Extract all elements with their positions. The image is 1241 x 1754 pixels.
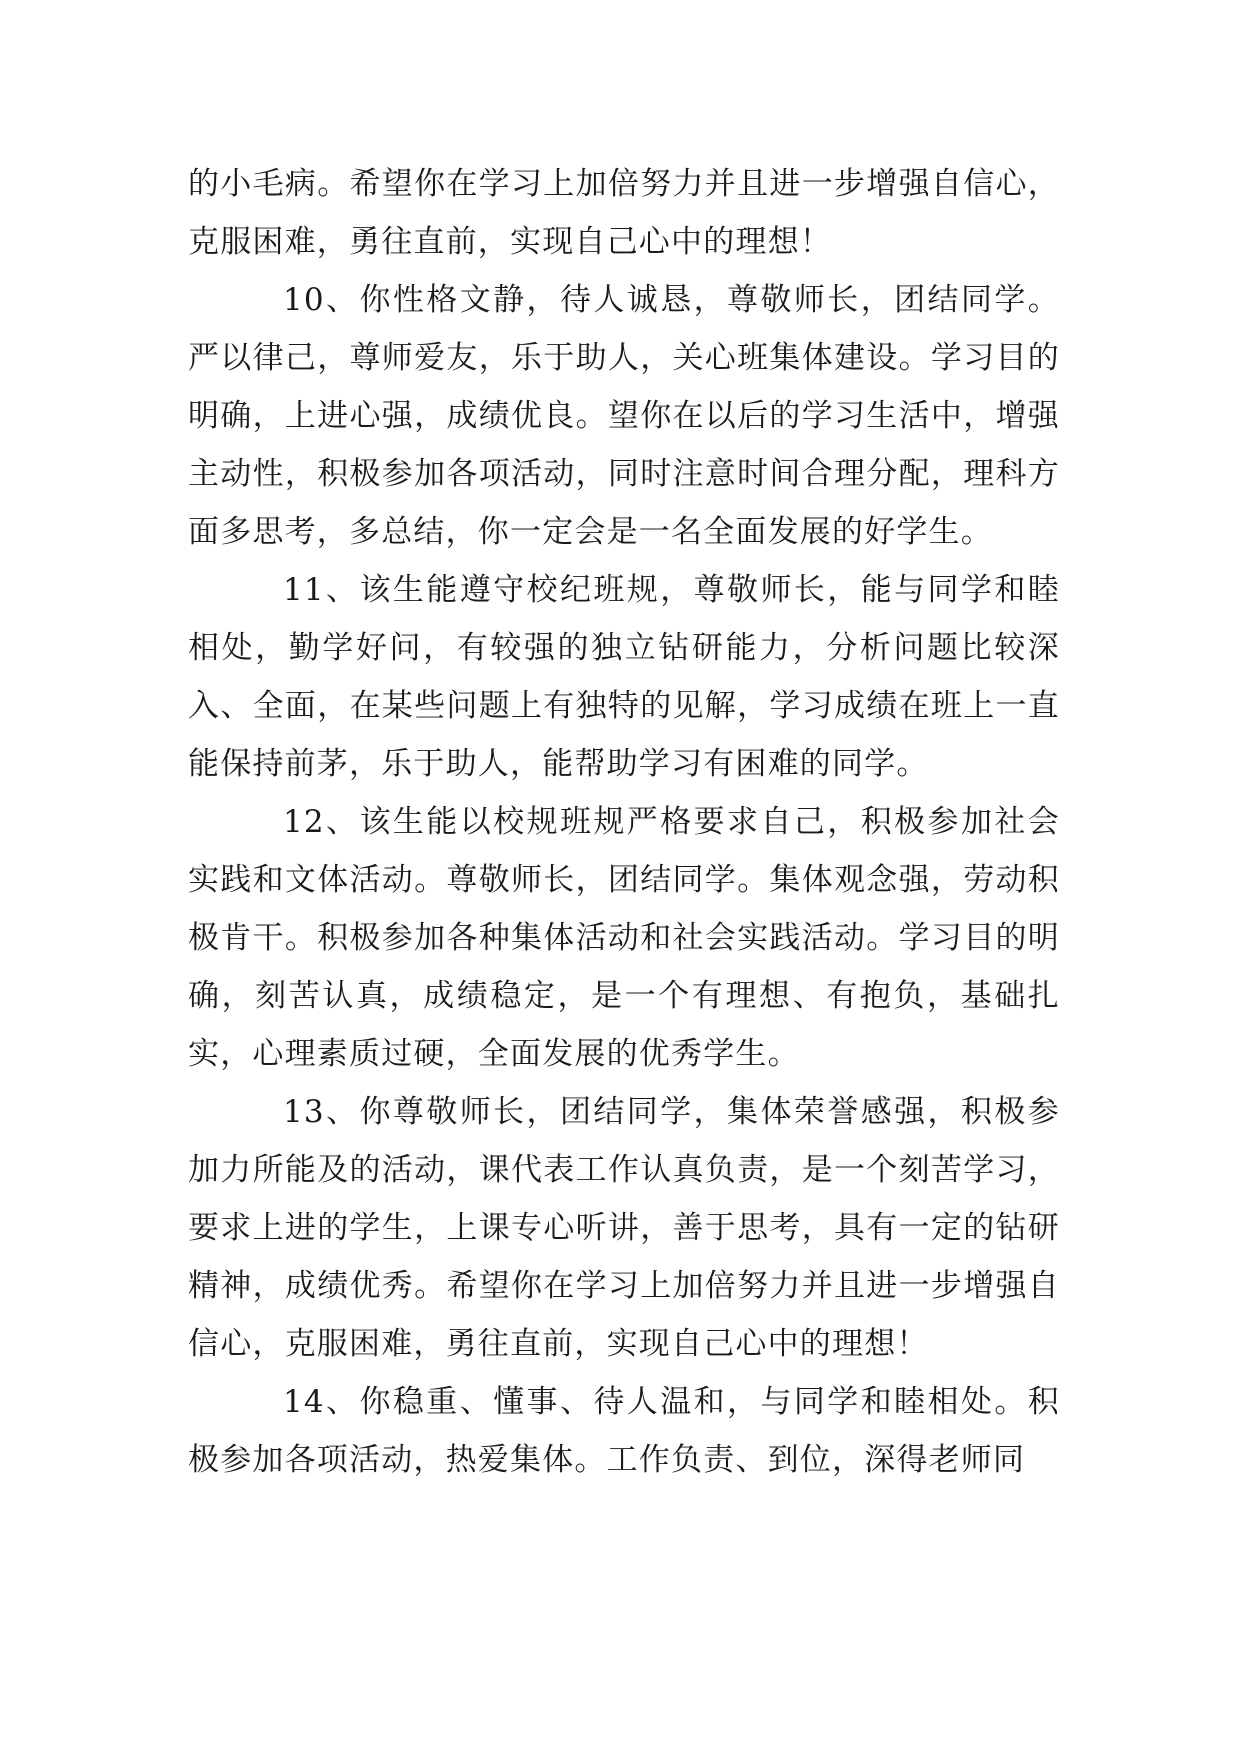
paragraph-comment-10: 10、你性格文静，待人诚恳，尊敬师长，团结同学。严以律己，尊师爱友，乐于助人，关心班集体建设。学习目的明确，上进心强，成绩优良。望你在以后的学习生活中，增强主动性，积极参加各项活动，同时注意时间合理分配，理科方面多思考，多总结，你一定会是一名全面发展的好学生。 xyxy=(188,282,1060,550)
paragraph-comment-14: 14、你稳重、懂事、待人温和，与同学和睦相处。积极参加各项活动，热爱集体。工作负责、到位，深得老师同 xyxy=(188,1384,1060,1478)
paragraph-comment-12: 12、该生能以校规班规严格要求自己，积极参加社会实践和文体活动。尊敬师长，团结同学。集体观念强，劳动积极肯干。积极参加各种集体活动和社会实践活动。学习目的明确，刻苦认真，成绩稳定，是一个有理想、有抱负，基础扎实，心理素质过硬，全面发展的优秀学生。 xyxy=(188,804,1060,1072)
paragraph-comment-13: 13、你尊敬师长，团结同学，集体荣誉感强，积极参加力所能及的活动，课代表工作认真负责，是一个刻苦学习，要求上进的学生，上课专心听讲，善于思考，具有一定的钻研精神，成绩优秀。希望你在学习上加倍努力并且进一步增强自信心，克服困难，勇往直前，实现自己心中的理想！ xyxy=(188,1094,1060,1362)
document-body xyxy=(188,155,1060,1489)
paragraph-continuation: 的小毛病。希望你在学习上加倍努力并且进一步增强自信心，克服困难，勇往直前，实现自己心中的理想！ xyxy=(188,166,1060,260)
paragraph-comment-11: 11、该生能遵守校纪班规，尊敬师长，能与同学和睦相处，勤学好问，有较强的独立钻研能力，分析问题比较深入、全面，在某些问题上有独特的见解，学习成绩在班上一直能保持前茅，乐于助人，能帮助学习有困难的同学。 xyxy=(188,572,1060,782)
